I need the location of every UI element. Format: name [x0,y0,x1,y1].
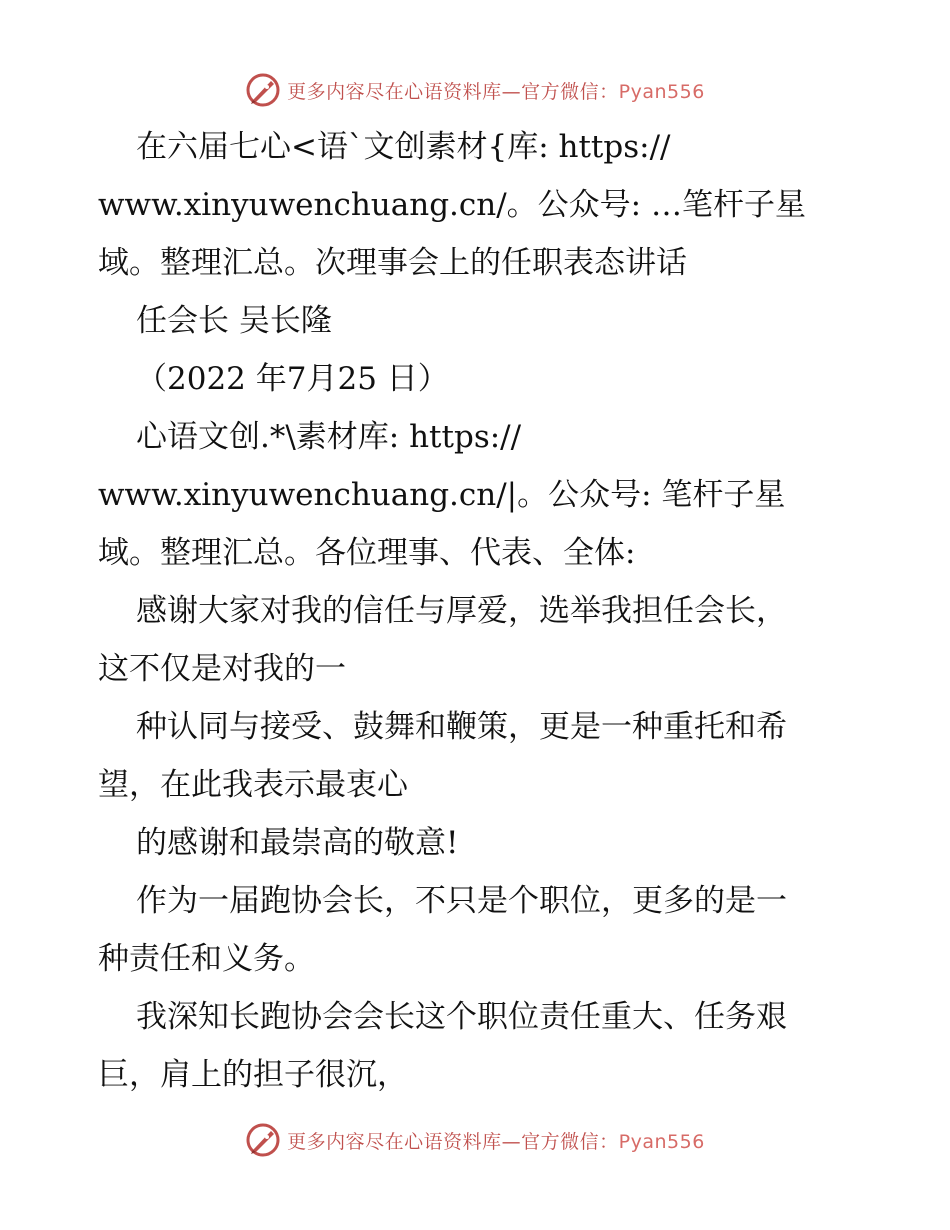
footer-banner [0,1120,950,1160]
body-line-2: www.xinyuwenchuang.cn/。公众号: …笔杆子星 [98,187,806,223]
body-line-7: www.xinyuwenchuang.cn/|。公众号: 笔杆子星 [98,477,786,513]
footer-banner-text [287,1127,705,1154]
header-banner-id: Pyan556 [618,80,705,103]
body-line-9: 感谢大家对我的信任与厚爱，选举我担任会长， [136,593,787,629]
header-banner-text [287,77,705,104]
body-line-14: 作为一届跑协会长，不只是个职位，更多的是一 [136,883,787,919]
body-line-5: （2022 年7月25 日） [136,361,449,397]
footer-banner-id: Pyan556 [618,1130,705,1153]
header-banner [0,70,950,110]
body-line-4: 任会长 吴长隆 [136,303,332,339]
body-line-16: 我深知长跑协会会长这个职位责任重大、任务艰 [136,999,787,1035]
pen-logo-icon [245,72,281,108]
body-line-13: 的感谢和最崇高的敬意! [136,825,459,861]
pen-logo-icon [245,1122,281,1158]
header-banner-caption: 更多内容尽在心语资料库—官方微信： [287,80,619,103]
footer-banner-caption: 更多内容尽在心语资料库—官方微信： [287,1130,619,1153]
body-line-3: 域。整理汇总。次理事会上的任职表态讲话 [98,245,687,281]
body-line-10: 这不仅是对我的一 [98,651,346,687]
body-line-8: 域。整理汇总。各位理事、代表、全体: [98,535,636,571]
body-line-15: 种责任和义务。 [98,941,315,977]
body-line-17: 巨，肩上的担子很沉， [98,1057,408,1093]
body-line-6: 心语文创.*\素材库: https:// [136,419,522,455]
body-line-1: 在六届七心<语`文创素材{库: https:// [136,129,671,165]
body-line-12: 望，在此我表示最衷心 [98,767,408,803]
body-line-11: 种认同与接受、鼓舞和鞭策，更是一种重托和希 [136,709,787,745]
